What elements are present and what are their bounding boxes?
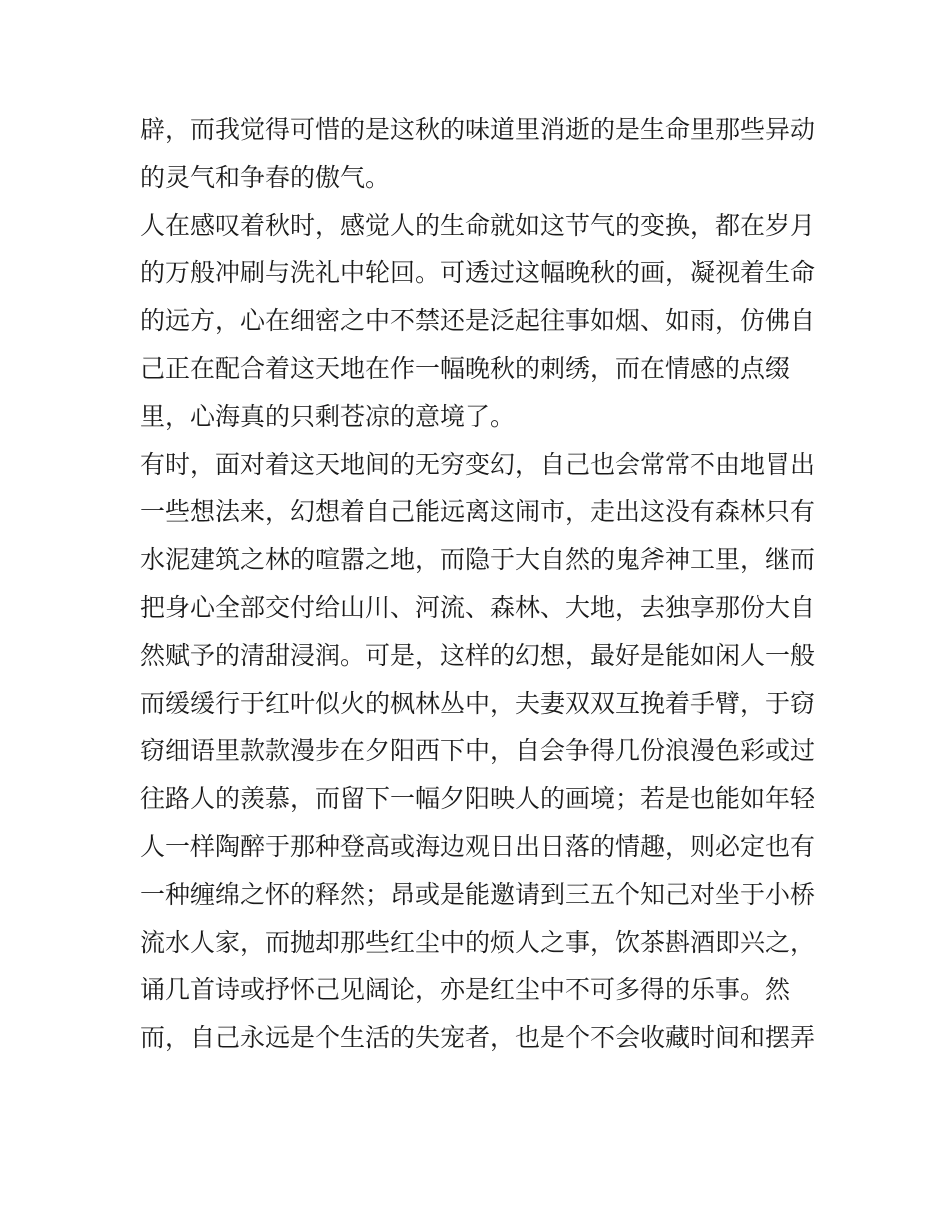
text-line: 己正在配合着这天地在作一幅晚秋的刺绣，而在情感的点缀 [140,353,791,383]
text-line: 诵几首诗或抒怀己见阔论，亦是红尘中不可多得的乐事。然 [140,975,791,1005]
text-line: 然赋予的清甜浸润。可是，这样的幻想，最好是能如闲人一般 [140,640,816,670]
body-text [140,106,820,1062]
text-line: 水泥建筑之林的喧嚣之地，而隐于大自然的鬼斧神工里，继而 [140,545,816,575]
text-line: 一种缠绵之怀的释然；昂或是能邀请到三五个知己对坐于小桥 [140,879,816,909]
text-line: 往路人的羡慕，而留下一幅夕阳映人的画境；若是也能如年轻 [140,784,816,814]
text-line: 人在感叹着秋时，感觉人的生命就如这节气的变换，都在岁月 [140,210,816,240]
text-line: 一些想法来，幻想着自己能远离这闹市，走出这没有森林只有 [140,497,816,527]
text-line: 里，心海真的只剩苍凉的意境了。 [140,401,516,431]
text-line: 的远方，心在细密之中不禁还是泛起往事如烟、如雨，仿佛自 [140,306,816,336]
text-line: 的灵气和争春的傲气。 [140,162,391,192]
text-line: 把身心全部交付给山川、河流、森林、大地，去独享那份大自 [140,592,816,622]
text-line: 人一样陶醉于那种登高或海边观日出日落的情趣，则必定也有 [140,831,816,861]
text-line: 的万般冲刷与洗礼中轮回。可透过这幅晚秋的画，凝视着生命 [140,258,816,288]
text-line: 而缓缓行于红叶似火的枫林丛中，夫妻双双互挽着手臂，于窃 [140,688,816,718]
text-line: 而，自己永远是个生活的失宠者，也是个不会收藏时间和摆弄 [140,1023,816,1053]
text-line: 有时，面对着这天地间的无穷变幻，自己也会常常不由地冒出 [140,449,816,479]
text-line: 流水人家，而抛却那些红尘中的烦人之事，饮茶斟酒即兴之， [140,927,816,957]
text-line: 窃细语里款款漫步在夕阳西下中，自会争得几份浪漫色彩或过 [140,736,816,766]
text-line: 辟，而我觉得可惜的是这秋的味道里消逝的是生命里那些异动 [140,115,816,144]
